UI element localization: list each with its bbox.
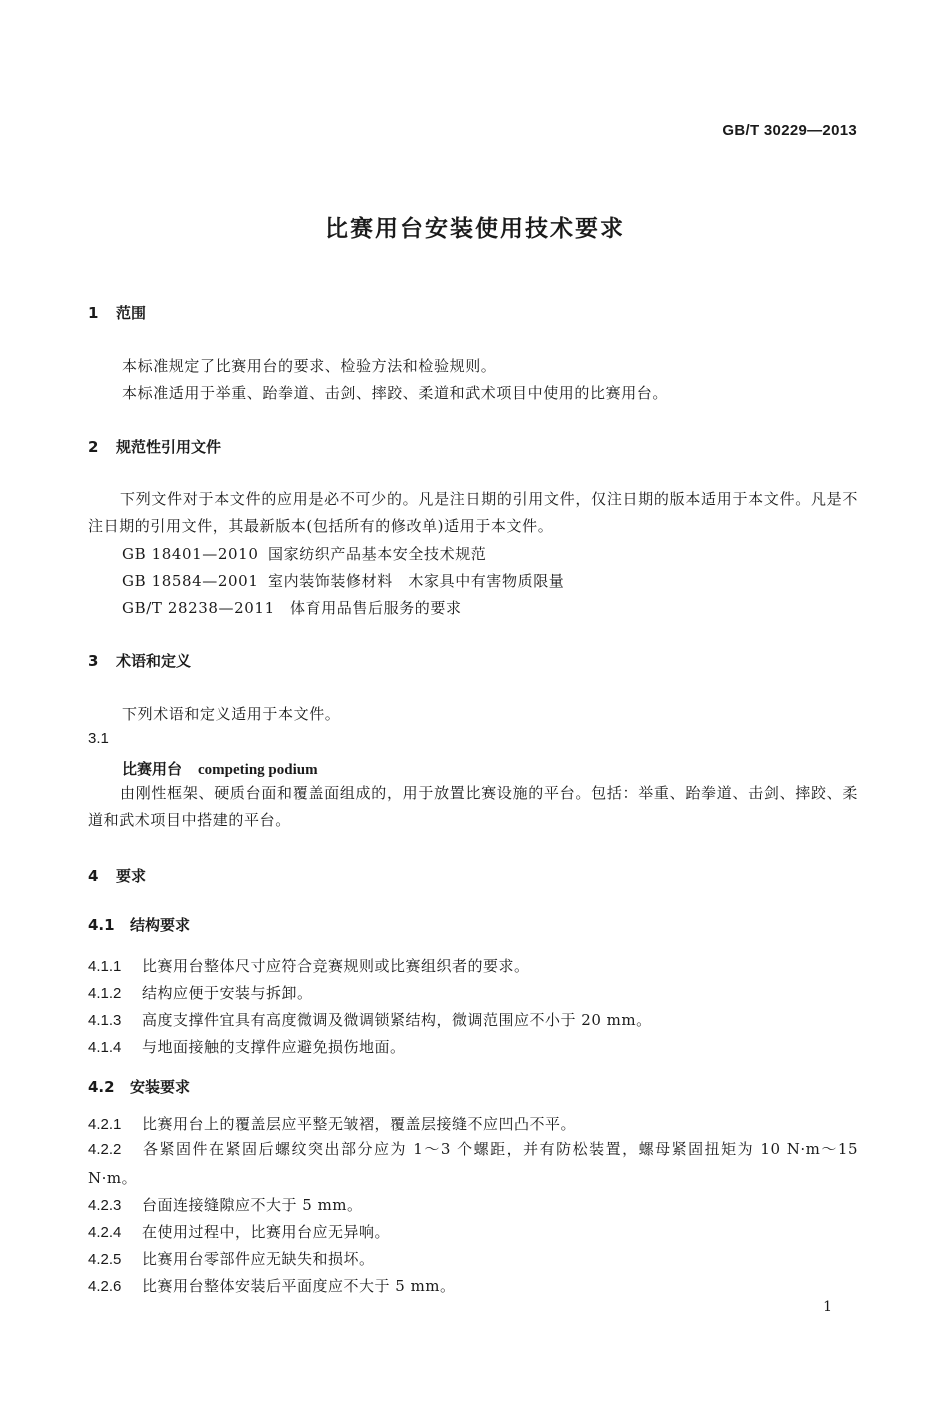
clause-text: 比赛用台零部件应无缺失和损坏。 [142,1250,375,1268]
clause-item [88,982,313,1003]
term-entry [122,758,318,779]
clause-item [88,1113,576,1134]
reference-code: GB 18584—2001 [122,572,259,590]
clause-number: 4.1.1 [88,958,122,975]
subsection-4-1-heading [88,914,190,935]
section-3-intro: 下列术语和定义适用于本文件。 [122,705,341,723]
reference-title: 体育用品售后服务的要求 [290,599,462,617]
clause-item [88,1036,406,1057]
reference-title: 国家纺织产品基本安全技术规范 [268,545,487,563]
section-2-intro: 下列文件对于本文件的应用是必不可少的。凡是注日期的引用文件，仅注日期的版本适用于本文件。凡是不注日期的引用文件，其最新版本(包括所有的修改单)适用于本文件。 [88,490,858,535]
term-number: 3.1 [88,730,109,747]
subsection-number: 4.2 [88,1078,115,1096]
clause-item [88,1275,456,1296]
subsection-title: 安装要求 [130,1078,191,1096]
clause-number: 4.2.6 [88,1278,122,1295]
section-1-paragraph-1: 本标准规定了比赛用台的要求、检验方法和检验规则。 [122,357,497,375]
clause-item [88,1009,652,1030]
section-title: 术语和定义 [116,652,192,670]
reference-item [122,570,564,591]
clause-text: 与地面接触的支撑件应避免损伤地面。 [142,1038,406,1056]
clause-item [88,1135,858,1192]
clause-number: 4.2.2 [88,1141,122,1158]
clause-number: 4.1.4 [88,1039,122,1056]
term-chinese: 比赛用台 [122,760,183,778]
clause-text: 台面连接缝隙应不大于 5 mm。 [142,1196,363,1214]
reference-item [122,543,486,564]
subsection-title: 结构要求 [130,916,191,934]
page-number: 1 [823,1299,832,1315]
section-3-heading [88,650,191,671]
section-4-heading [88,865,146,886]
reference-title: 室内装饰装修材料 木家具中有害物质限量 [268,572,565,590]
clause-text: 比赛用台上的覆盖层应平整无皱褶，覆盖层接缝不应凹凸不平。 [142,1115,577,1133]
clause-number: 4.2.4 [88,1224,122,1241]
clause-text: 各紧固件在紧固后螺纹突出部分应为 1～3 个螺距，并有防松装置，螺母紧固扭矩为 10 N·m～15 N·m。 [88,1140,858,1187]
clause-item [88,955,530,976]
section-title: 范围 [116,304,147,322]
clause-text: 高度支撑件宜具有高度微调及微调锁紧结构，微调范围应不小于 20 mm。 [142,1011,652,1029]
clause-text: 在使用过程中，比赛用台应无异响。 [142,1223,391,1241]
clause-text: 结构应便于安装与拆卸。 [142,984,313,1002]
section-title: 要求 [116,867,147,885]
clause-number: 4.1.3 [88,1012,122,1029]
clause-text: 比赛用台整体尺寸应符合竞赛规则或比赛组织者的要求。 [142,957,530,975]
reference-code: GB 18401—2010 [122,545,259,563]
document-title: 比赛用台安装使用技术要求 [325,216,625,242]
section-number: 2 [88,438,99,456]
term-definition: 由刚性框架、硬质台面和覆盖面组成的，用于放置比赛设施的平台。包括：举重、跆拳道、击剑、摔跤、柔道和武术项目中搭建的平台。 [88,784,858,829]
standard-number: GB/T 30229—2013 [722,122,857,139]
section-number: 3 [88,652,99,670]
subsection-4-2-heading [88,1076,190,1097]
section-number: 1 [88,304,99,322]
clause-number: 4.2.5 [88,1251,122,1268]
section-1-paragraph-2: 本标准适用于举重、跆拳道、击剑、摔跤、柔道和武术项目中使用的比赛用台。 [122,384,669,402]
clause-item [88,1194,363,1215]
clause-item [88,1221,390,1242]
section-1-heading [88,302,146,323]
clause-number: 4.1.2 [88,985,122,1002]
reference-code: GB/T 28238—2011 [122,599,275,617]
term-english: competing podium [198,762,318,778]
section-title: 规范性引用文件 [116,438,222,456]
clause-item [88,1248,375,1269]
section-number: 4 [88,867,99,885]
clause-number: 4.2.1 [88,1116,122,1133]
subsection-number: 4.1 [88,916,115,934]
section-2-heading [88,436,221,457]
clause-text: 比赛用台整体安装后平面度应不大于 5 mm。 [142,1277,456,1295]
clause-number: 4.2.3 [88,1197,122,1214]
reference-item [122,597,462,618]
